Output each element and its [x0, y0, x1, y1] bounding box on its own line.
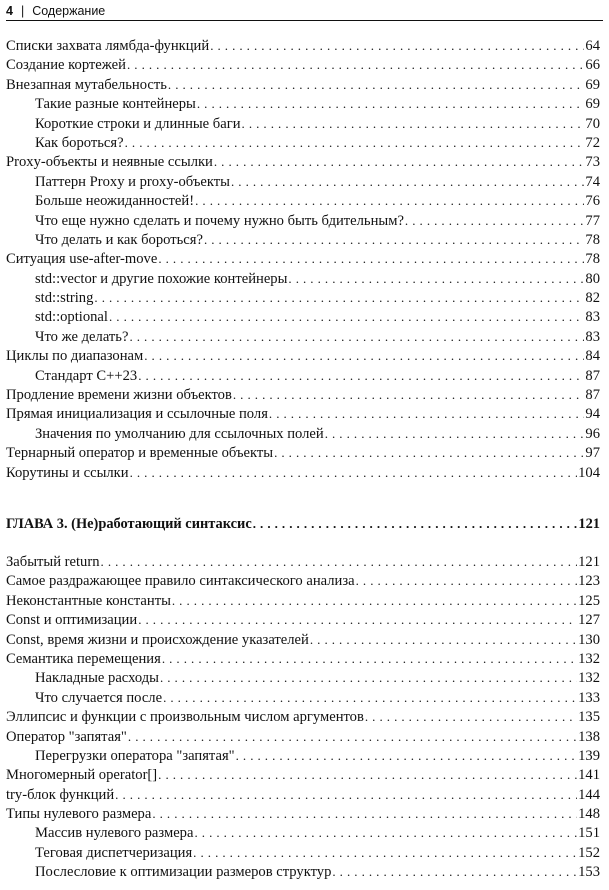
dot-leader [158, 249, 584, 268]
toc-entry-title: Циклы по диапазонам [6, 348, 144, 365]
toc-entry-title: Что делать и как бороться? [35, 231, 203, 248]
dot-leader [197, 94, 585, 113]
dot-leader [269, 404, 585, 423]
toc-entry[interactable] [6, 746, 600, 765]
toc-entry-title: Больше неожиданностей! [35, 193, 195, 210]
dot-leader [115, 785, 577, 804]
toc-entry-title: Что же делать? [35, 328, 129, 345]
toc-entry-page: 83 [585, 328, 600, 345]
toc-entry-page: 132 [578, 670, 600, 687]
toc-entry[interactable] [6, 443, 600, 462]
page-header [6, 2, 603, 19]
dot-leader [101, 552, 578, 571]
toc-entry-page: 132 [578, 650, 600, 667]
toc-entry-page: 83 [585, 309, 600, 326]
toc-entry-page: 78 [585, 231, 600, 248]
toc-entry-title: Const, время жизни и происхождение указателей [6, 631, 309, 648]
dot-leader [138, 366, 584, 385]
toc-entry-title: Внезапная мутабельность [6, 76, 167, 93]
toc-entry-title: Что еще нужно сделать и почему нужно быть бдительным? [35, 212, 404, 229]
toc-entry-page: 78 [585, 251, 600, 268]
toc-entry[interactable] [6, 630, 600, 649]
toc-entry[interactable] [6, 75, 600, 94]
dot-leader [144, 346, 584, 365]
toc-entry[interactable] [6, 249, 600, 268]
toc-entry-page: 152 [578, 844, 600, 861]
toc-entry-title: Корутины и ссылки [6, 464, 129, 481]
toc-entry-title: Стандарт C++23 [35, 367, 138, 384]
toc-entry-title: Прямая инициализация и ссылочные поля [6, 406, 268, 423]
toc-entry-page: 80 [585, 270, 600, 287]
toc-entry-title: Ситуация use-after-move [6, 251, 158, 268]
toc-entry-page: 125 [578, 592, 600, 609]
toc-entry-page: 64 [585, 38, 600, 54]
page-number: 4 [6, 3, 13, 18]
toc-entry-title: Const и оптимизации [6, 612, 138, 629]
toc-entry-page: 153 [578, 864, 600, 881]
toc-entry[interactable] [6, 55, 600, 74]
toc-entry[interactable] [6, 785, 600, 804]
toc-entry[interactable] [6, 152, 600, 171]
dot-leader [94, 288, 584, 307]
dot-leader [109, 307, 584, 326]
toc-entry[interactable] [6, 552, 600, 571]
running-title: Содержание [32, 3, 106, 18]
toc-entry-page: 74 [585, 173, 600, 190]
toc-entry[interactable] [6, 288, 600, 307]
toc-entry[interactable] [6, 133, 600, 152]
toc-entry-title: Неконстантные константы [6, 592, 171, 609]
dot-leader [130, 463, 578, 482]
dot-leader [138, 610, 577, 629]
toc-entry-page: 76 [585, 193, 600, 210]
toc-entry-page: 127 [578, 612, 600, 629]
toc-entry-page: 121 [578, 554, 600, 570]
toc-entry-page: 97 [585, 445, 600, 462]
toc-entry-page: 69 [585, 76, 600, 93]
toc-entry[interactable] [6, 114, 600, 133]
toc-section-1 [6, 36, 600, 482]
dot-leader [195, 191, 584, 210]
toc-entry-title: Proxy-объекты и неявные ссылки [6, 154, 213, 171]
toc-entry[interactable] [6, 649, 600, 668]
toc-entry-page: 66 [585, 57, 600, 74]
toc-entry[interactable] [6, 463, 600, 482]
toc-entry-title: Что случается после [35, 689, 163, 706]
toc-entry-page: 77 [585, 212, 600, 229]
toc-entry-page: 130 [578, 631, 600, 648]
toc-entry[interactable] [6, 269, 600, 288]
toc-entry-page: 139 [578, 747, 600, 764]
toc-entry[interactable] [6, 385, 600, 404]
dot-leader [129, 327, 584, 346]
toc-entry-title: Оператор "запятая" [6, 728, 127, 745]
toc-entry-page: 123 [578, 573, 600, 590]
dot-leader [168, 75, 585, 94]
toc-entry[interactable] [6, 610, 600, 629]
dot-leader [193, 843, 577, 862]
toc-entry[interactable] [6, 191, 600, 210]
chapter-heading [6, 514, 600, 533]
toc-entry-title: Перегрузки оператора "запятая" [35, 747, 235, 764]
chapter-entry[interactable] [6, 514, 600, 533]
toc-section-2 [6, 552, 600, 882]
toc-entry-title: std::string [35, 290, 94, 307]
toc-entry-page: 148 [578, 806, 600, 823]
toc-entry[interactable] [6, 424, 600, 443]
toc-entry[interactable] [6, 307, 600, 326]
dot-leader [356, 571, 578, 590]
toc-entry-title: Значения по умолчанию для ссылочных полей [35, 425, 324, 442]
toc-entry-title: Как бороться? [35, 134, 124, 151]
header-rule [6, 20, 603, 21]
toc-entry[interactable] [6, 843, 600, 862]
dot-leader [310, 630, 577, 649]
dot-leader [172, 591, 577, 610]
dot-leader [210, 36, 584, 55]
toc-entry-page: 70 [585, 115, 600, 132]
toc-entry-page: 144 [578, 786, 600, 803]
toc-entry-page: 138 [578, 728, 600, 745]
dot-leader [194, 823, 577, 842]
toc-entry[interactable] [6, 94, 600, 113]
toc-entry[interactable] [6, 862, 600, 881]
dot-leader [236, 746, 578, 765]
toc-entry[interactable] [6, 230, 600, 249]
dot-leader [128, 727, 577, 746]
toc-entry[interactable] [6, 591, 600, 610]
toc-entry-title: try-блок функций [6, 786, 115, 803]
toc-entry-page: 133 [578, 689, 600, 706]
toc-entry-title: Короткие строки и длинные баги [35, 115, 241, 132]
toc-entry-page: 84 [585, 348, 600, 365]
toc-entry-title: Семантика перемещения [6, 650, 161, 667]
toc-entry-page: 87 [585, 367, 600, 384]
dot-leader [204, 230, 584, 249]
toc-entry[interactable] [6, 36, 600, 55]
toc-entry[interactable] [6, 327, 600, 346]
toc-entry[interactable] [6, 804, 600, 823]
toc-entry-title: Типы нулевого размера [6, 806, 152, 823]
dot-leader [158, 765, 577, 784]
toc-entry-title: Массив нулевого размера [35, 825, 194, 842]
toc-entry-title: Теговая диспетчеризация [35, 844, 193, 861]
toc-entry[interactable] [6, 668, 600, 687]
chapter-page: 121 [578, 516, 600, 532]
dot-leader [152, 804, 577, 823]
toc-entry[interactable] [6, 707, 600, 726]
toc-entry-title: Накладные расходы [35, 670, 159, 687]
dot-leader [160, 668, 577, 687]
toc-entry-title: std::vector и другие похожие контейнеры [35, 270, 288, 287]
toc-entry-page: 104 [578, 464, 600, 481]
toc-entry[interactable] [6, 366, 600, 385]
dot-leader [288, 269, 584, 288]
dot-leader [127, 55, 584, 74]
toc-entry[interactable] [6, 765, 600, 784]
dot-leader [405, 211, 584, 230]
toc-entry[interactable] [6, 571, 600, 590]
toc-entry[interactable] [6, 727, 600, 746]
toc-entry-title: Самое раздражающее правило синтаксического анализа [6, 573, 355, 590]
toc-entry-title: Эллипсис и функции с произвольным числом аргументов [6, 709, 364, 726]
toc-entry[interactable] [6, 688, 600, 707]
toc-entry-title: Создание кортежей [6, 57, 126, 74]
toc-entry-page: 69 [585, 96, 600, 113]
toc-entry-page: 96 [585, 425, 600, 442]
header-separator: | [20, 3, 25, 18]
toc-entry-title: Продление времени жизни объектов [6, 387, 232, 404]
toc-entry-title: Такие разные контейнеры [35, 96, 196, 113]
toc-entry-title: Забытый return [6, 554, 100, 570]
dot-leader [332, 862, 577, 881]
dot-leader [214, 152, 585, 171]
toc-entry-title: Списки захвата лямбда-функций [6, 38, 210, 54]
toc-entry-title: Паттерн Proxy и proxy-объекты [35, 173, 230, 190]
toc-entry-page: 151 [578, 825, 600, 842]
dot-leader [163, 688, 577, 707]
toc-entry-title: Многомерный operator[] [6, 767, 158, 784]
toc-entry-page: 82 [585, 290, 600, 307]
toc-entry-title: Тернарный оператор и временные объекты [6, 445, 274, 462]
toc-entry-page: 94 [585, 406, 600, 423]
dot-leader [274, 443, 584, 462]
toc-entry[interactable] [6, 172, 600, 191]
toc-entry-title: Послесловие к оптимизации размеров структур [35, 864, 332, 881]
dot-leader [365, 707, 577, 726]
dot-leader [325, 424, 585, 443]
toc-entry-page: 72 [585, 134, 600, 151]
toc-entry[interactable] [6, 404, 600, 423]
dot-leader [231, 172, 584, 191]
toc-entry-title: std::optional [35, 309, 108, 326]
chapter-title: ГЛАВА 3. (Не)работающий синтаксис [6, 516, 252, 532]
dot-leader [253, 514, 578, 533]
dot-leader [242, 114, 585, 133]
dot-leader [233, 385, 585, 404]
toc-entry[interactable] [6, 346, 600, 365]
toc-entry[interactable] [6, 211, 600, 230]
dot-leader [162, 649, 577, 668]
toc-entry-page: 87 [585, 387, 600, 404]
dot-leader [125, 133, 585, 152]
toc-entry-page: 73 [585, 154, 600, 171]
toc-entry-page: 141 [578, 767, 600, 784]
toc-entry[interactable] [6, 823, 600, 842]
toc-entry-page: 135 [578, 709, 600, 726]
